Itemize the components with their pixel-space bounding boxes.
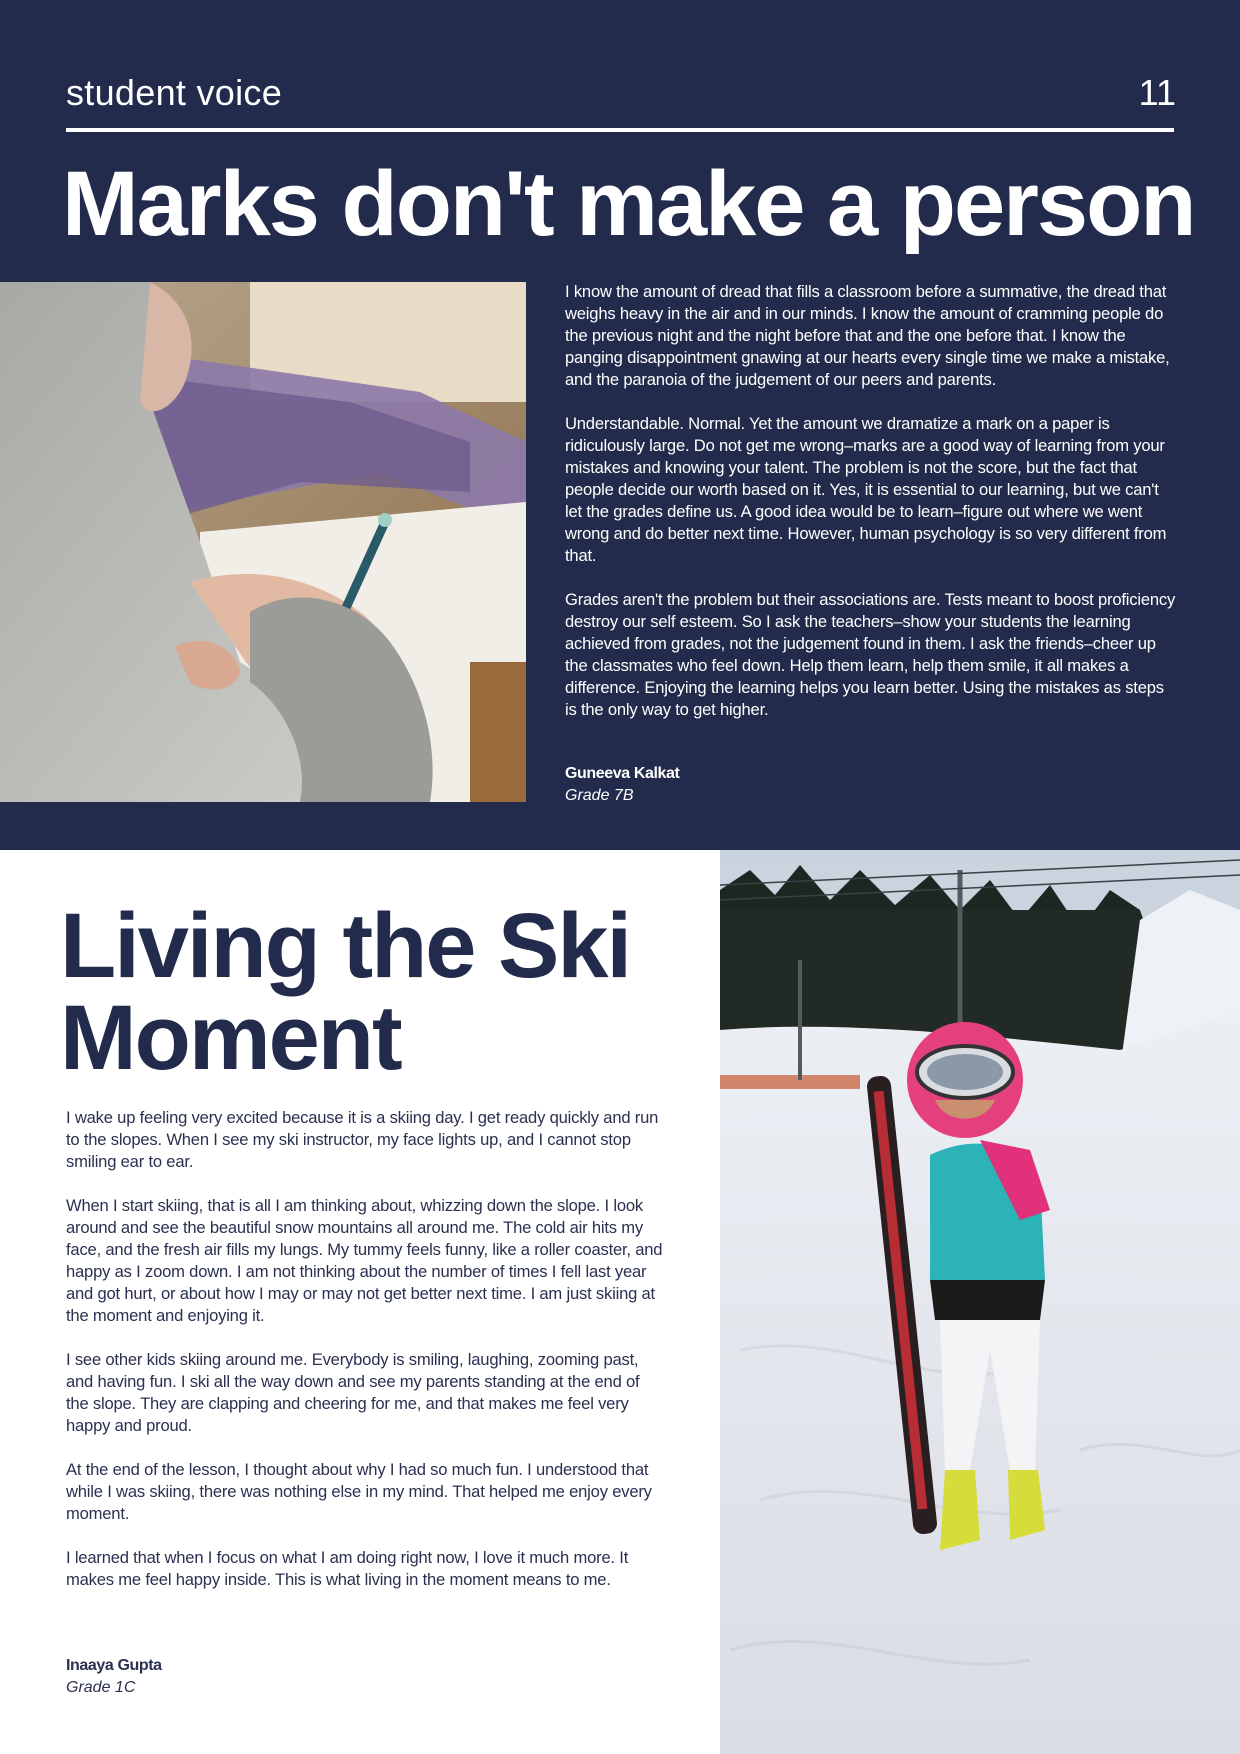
article2-body	[66, 1107, 666, 1613]
header-divider	[66, 128, 1174, 132]
article2-grade: Grade 1C	[66, 1679, 136, 1696]
article1-paragraph: Grades aren't the problem but their associations are. Tests meant to boost proficiency destroy our self esteem. So I ask the teachers–show your students the learning achieved from grades, not the judgement found in them. I ask the friends–cheer up the classmates who feel down. Help them learn, help them smile, it all makes a difference. Enjoying the learning helps you learn better. Using the mistakes as steps is the only way to get higher.	[565, 590, 1176, 719]
article1-grade: Grade 7B	[565, 787, 634, 804]
page-number: 11	[1138, 72, 1176, 113]
article2-paragraph: At the end of the lesson, I thought about why I had so much fun. I understood that while I was skiing, there was nothing else in my mind. That helped me enjoy every moment.	[66, 1460, 652, 1523]
section-label: student voice	[66, 72, 283, 113]
article2-byline	[66, 1655, 162, 1699]
article1-body	[565, 281, 1177, 743]
article1-paragraph: I know the amount of dread that fills a classroom before a summative, the dread that weighs heavy in the air and in our minds. I know the amount of cramming people do the previous night and the night before that and the one before that. I know the panging disappointment gnawing at our hearts every single time we make a mistake, and the paranoia of the judgement of our peers and parents.	[565, 282, 1170, 389]
article1-author: Guneeva Kalkat	[565, 765, 680, 782]
article2-title: Living the Ski Moment	[60, 895, 631, 1089]
article1-byline	[565, 763, 679, 807]
article2-paragraph: I wake up feeling very excited because it is a skiing day. I get ready quickly and run to the slopes. When I see my ski instructor, my face lights up, and I cannot stop smiling ear to ear.	[66, 1108, 659, 1171]
article1-paragraph: Understandable. Normal. Yet the amount we dramatize a mark on a paper is ridiculously large. Do not get me wrong–marks are a good way of learning from your mistakes and knowing your talent. The problem is not the score, but the fact that people decide our worth based on it. Yes, it is essential to our learning, but we can't let the grades define us. A good idea would be to learn–figure out where we went wrong and do better next time. However, human psychology is so very different from that.	[565, 414, 1167, 565]
top-banner	[0, 0, 1240, 850]
child-skier-photo	[720, 850, 1240, 1754]
student-writing-photo	[0, 282, 526, 802]
article2-paragraph: When I start skiing, that is all I am thinking about, whizzing down the slope. I look around and see the beautiful snow mountains all around me. The cold air hits my face, and the fresh air fills my lungs. My tummy feels funny, like a roller coaster, and happy as I zoom down. I am not thinking about the number of times I fell last year and got hurt, or about how I may or may not get better next time. I am just skiing at the moment and enjoying it.	[66, 1196, 663, 1325]
article1-title: Marks don't make a person	[62, 153, 1195, 255]
article2-paragraph: I learned that when I focus on what I am doing right now, I love it much more. It makes me feel happy inside. This is what living in the moment means to me.	[66, 1548, 629, 1589]
article2-author: Inaaya Gupta	[66, 1657, 162, 1674]
article2-paragraph: I see other kids skiing around me. Everybody is smiling, laughing, zooming past, and having fun. I ski all the way down and see my parents standing at the end of the slope. They are clapping and cheering for me, and that makes me feel very happy and proud.	[66, 1350, 640, 1435]
